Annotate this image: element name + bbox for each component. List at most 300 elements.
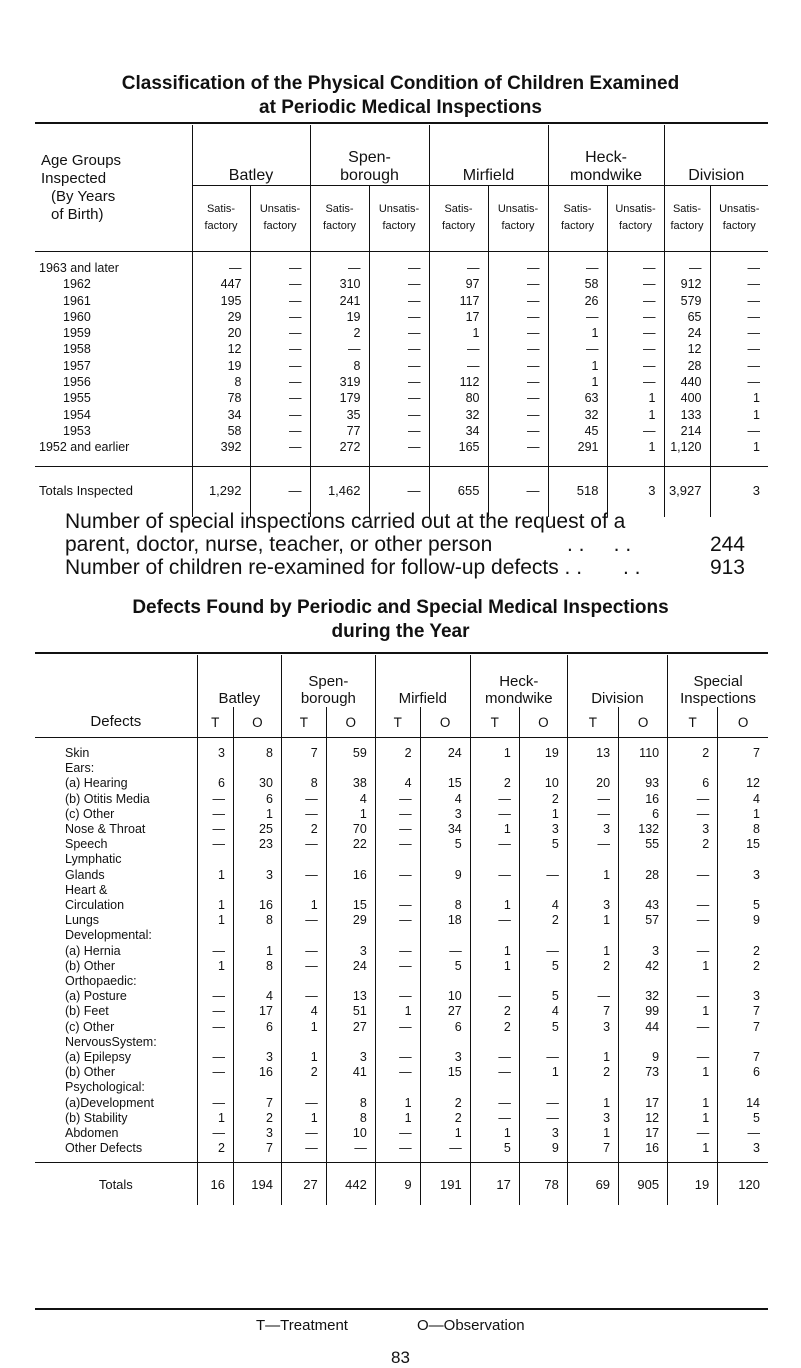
table-cell: 2 [281,822,326,837]
table-cell: 77 [310,423,369,439]
table-cell [470,852,519,867]
row-label: 1953 [63,423,91,438]
table-cell: 1 [470,1126,519,1141]
table-cell: — [369,390,429,406]
table-cell: — [488,423,548,439]
row-label: (a) Hernia [65,943,121,958]
table-cell [470,761,519,776]
table-cell: — [250,374,310,390]
table-cell: — [250,252,310,277]
table-cell: — [375,1050,420,1065]
observation-header: O [420,707,470,738]
table-cell: 1 [233,944,281,959]
group-label: Heck- mondwike [569,149,643,184]
table-cell: — [488,252,548,277]
treatment-header: T [470,707,519,738]
table-cell: — [310,341,369,357]
table-cell: 9 [718,913,768,928]
table-cell: — [369,407,429,423]
table-cell [420,852,470,867]
table-cell: — [369,439,429,466]
table-cell: 2 [668,837,718,852]
table-cell: — [369,341,429,357]
note-reexamined-dots: . . [623,556,641,579]
table-cell [420,1035,470,1050]
table-cell: 12 [718,776,768,791]
table-cell: — [375,944,420,959]
physical-condition-table [35,125,768,517]
table-cell: — [710,276,768,292]
table-row [35,989,768,1004]
table-cell: 1 [668,959,718,974]
table-cell [281,883,326,898]
totals-row [35,466,768,517]
table-cell [470,974,519,989]
note-reexamined [65,556,745,579]
table-cell: 7 [718,738,768,762]
table-cell [281,761,326,776]
table-cell: — [281,1126,326,1141]
table-cell: — [710,293,768,309]
table-cell: — [607,374,664,390]
table-cell: 3 [326,1050,375,1065]
defects-header [35,655,197,738]
table-cell [197,852,233,867]
total-cell: 1,462 [310,466,369,517]
table-cell: — [488,341,548,357]
table-cell: — [420,1141,470,1163]
table-cell: 1 [375,1096,420,1111]
table-row [35,374,768,390]
table-cell: 3 [718,868,768,883]
table-cell: 1 [567,913,618,928]
table-cell [718,761,768,776]
table-cell: 1 [233,807,281,822]
table-cell: 3 [567,1020,618,1035]
title-classification [0,72,801,120]
table-cell: 6 [420,1020,470,1035]
totals-label: Totals [35,1163,197,1206]
table-cell: 3 [233,868,281,883]
row-label: 1956 [63,375,91,390]
table-cell [668,1080,718,1095]
table-cell: 32 [619,989,668,1004]
table-cell: 8 [281,776,326,791]
table-cell: — [197,1065,233,1080]
table-cell: 97 [429,276,488,292]
table-cell: 5 [519,837,567,852]
table-cell: — [548,309,607,325]
table-cell: 2 [519,792,567,807]
table-cell [326,1035,375,1050]
table-cell: 18 [420,913,470,928]
table-cell: 1 [197,898,233,913]
table-cell: — [607,325,664,341]
table-cell: 8 [718,822,768,837]
table-cell: — [281,1141,326,1163]
table-cell: — [567,837,618,852]
table-cell: 10 [326,1126,375,1141]
table-cell [281,1035,326,1050]
table-cell: 27 [326,1020,375,1035]
table-cell: 7 [281,738,326,762]
table-cell: 8 [326,1111,375,1126]
table-cell: 4 [420,792,470,807]
table-cell: 291 [548,439,607,466]
table-cell: 3 [718,1141,768,1163]
group-label: Mirfield [462,167,515,184]
table-cell: 16 [619,792,668,807]
table-cell: — [470,1111,519,1126]
table-cell [519,974,567,989]
table-cell: 4 [519,1004,567,1019]
total-cell: 1,292 [192,466,250,517]
table-cell: — [281,792,326,807]
unsatisfactory-header [607,186,664,252]
table-cell: 310 [310,276,369,292]
age-groups-header [35,125,192,252]
table-cell: 1 [197,959,233,974]
table-cell: 34 [192,407,250,423]
table-cell: 17 [429,309,488,325]
table-cell [326,928,375,943]
table-row [35,276,768,292]
table-cell: — [197,822,233,837]
table-cell: — [710,325,768,341]
row-label: Lymphatic [65,852,122,867]
table-cell: — [567,792,618,807]
subheader-label: Satis- factory [204,202,238,232]
table-cell: 2 [420,1096,470,1111]
table-cell: — [369,325,429,341]
table-cell [281,928,326,943]
table-cell: — [197,792,233,807]
table-cell [619,852,668,867]
table-cell [567,852,618,867]
table-row [35,898,768,913]
table-cell: 57 [619,913,668,928]
subheader-label: Unsatis- factory [719,202,760,232]
table-cell [567,1080,618,1095]
row-label: 1963 and later [39,261,119,275]
table-cell: 63 [548,390,607,406]
table-cell: — [488,407,548,423]
row-label: Nose & Throat [65,822,146,837]
table-row [35,868,768,883]
table-cell: 5 [420,959,470,974]
table-cell: 1 [420,1126,470,1141]
table-cell: 179 [310,390,369,406]
table-cell: — [429,341,488,357]
table-cell: 58 [192,423,250,439]
total-cell: 442 [326,1163,375,1206]
table-cell: 9 [519,1141,567,1163]
table-cell: 17 [619,1096,668,1111]
treatment-header: T [567,707,618,738]
table-cell [233,1035,281,1050]
subheader-label: Unsatis- factory [378,202,420,232]
table-cell: — [192,252,250,277]
row-label: (c) Other [65,806,115,821]
table-cell [470,883,519,898]
table-row [35,407,768,423]
table-cell: 26 [548,293,607,309]
table-cell: 7 [233,1096,281,1111]
table-cell: 55 [619,837,668,852]
table-cell [718,928,768,943]
table-cell: — [519,1096,567,1111]
table-cell: — [488,358,548,374]
table-cell [470,1080,519,1095]
age-header-line2: Inspected [41,170,107,187]
row-label: NervousSystem: [65,1034,157,1049]
table-cell: — [710,252,768,277]
table-cell: 7 [718,1004,768,1019]
table-cell: — [668,792,718,807]
table-cell: — [197,1050,233,1065]
table-cell: 32 [548,407,607,423]
table-cell [420,761,470,776]
special-inspections-count: 244 [709,533,745,556]
table-cell: 241 [310,293,369,309]
table-cell: — [375,807,420,822]
total-cell: 655 [429,466,488,517]
table-cell: 2 [375,738,420,762]
note-reexamined-text: Number of children re-examined for follow-up defects . . [65,556,583,579]
table-cell: — [375,989,420,1004]
table-cell: 6 [197,776,233,791]
table-cell: 3 [420,1050,470,1065]
table-row [35,325,768,341]
table-cell: 5 [470,1141,519,1163]
table-cell: 1 [519,1065,567,1080]
table-cell: 3 [519,822,567,837]
table-cell: 1 [429,325,488,341]
row-label: (b) Feet [65,1004,109,1019]
row-label: Orthopaedic: [65,974,137,989]
table-cell: 4 [375,776,420,791]
table-cell: — [250,423,310,439]
row-label: Speech [65,837,108,852]
row-label: (b) Other [65,958,116,973]
subheader-label: Satis- factory [441,202,475,232]
table-cell: 1 [470,738,519,762]
group-header-batley [192,125,310,186]
note-special-dots: . . . . [567,533,632,556]
table-cell: 1 [668,1004,718,1019]
table-cell: — [375,1020,420,1035]
table-cell: 3 [326,944,375,959]
table-cell [668,928,718,943]
total-cell: 78 [519,1163,567,1206]
subheader-label: Unsatis- factory [259,202,301,232]
table-row [35,390,768,406]
table-cell: — [710,374,768,390]
table-cell: 117 [429,293,488,309]
table-cell: 8 [310,358,369,374]
group-header-spenborough [310,125,429,186]
table-cell: 8 [326,1096,375,1111]
table-cell [470,928,519,943]
table-cell: — [607,423,664,439]
table-cell: 15 [420,776,470,791]
table-cell: 99 [619,1004,668,1019]
table-cell: — [470,1065,519,1080]
row-label: (a) Posture [65,989,127,1004]
table-cell: — [197,944,233,959]
table-cell [519,1035,567,1050]
table-cell: 19 [192,358,250,374]
table-cell: 3 [519,1126,567,1141]
table-cell: — [375,837,420,852]
table-cell: — [197,1126,233,1141]
note-special-line1: Number of special inspections carried out at the request of a [65,510,626,533]
table-cell: — [519,1050,567,1065]
table-cell: 1,120 [664,439,710,466]
table-cell: 51 [326,1004,375,1019]
group-header-division [664,125,768,186]
table-cell: 1 [710,390,768,406]
row-label: (b) Otitis Media [65,791,150,806]
table-cell: 34 [429,423,488,439]
table-cell: 7 [718,1050,768,1065]
table-cell: 1 [607,390,664,406]
table-cell [233,883,281,898]
table-cell: — [607,252,664,277]
group2-header-spenborough [281,655,375,707]
table-cell: 8 [192,374,250,390]
table-cell [668,852,718,867]
satisfactory-header [310,186,369,252]
note-special-line2: parent, doctor, nurse, teacher, or other person [65,533,493,556]
row-label: (b) Other [65,1065,116,1080]
table-cell: — [197,989,233,1004]
row-label: (a)Development [65,1095,154,1110]
table-cell [197,761,233,776]
table-cell: — [375,1141,420,1163]
total-cell: 16 [197,1163,233,1206]
table-cell: 1 [281,1111,326,1126]
table-cell: — [567,807,618,822]
table-cell: — [281,868,326,883]
table-cell: — [668,944,718,959]
table-row [35,309,768,325]
table-cell: 2 [718,959,768,974]
table-cell: 440 [664,374,710,390]
table-cell: 16 [233,1065,281,1080]
table-cell: 24 [326,959,375,974]
total-cell: — [488,466,548,517]
table-cell: — [607,309,664,325]
table-cell: 2 [233,1111,281,1126]
table-cell: 3 [567,822,618,837]
table-row [35,1004,768,1019]
table-cell: 32 [429,407,488,423]
table-cell: — [326,1141,375,1163]
table-row [35,1050,768,1065]
row-label: Psychological: [65,1080,145,1095]
table-row [35,358,768,374]
table-cell [567,1035,618,1050]
table-cell: 44 [619,1020,668,1035]
table-row [35,822,768,837]
observation-header: O [619,707,668,738]
table-row [35,883,768,898]
table-cell: — [710,309,768,325]
table-cell: 28 [664,358,710,374]
table-row [35,837,768,852]
table-cell: 1 [607,439,664,466]
table-cell: — [488,325,548,341]
table-cell: — [488,374,548,390]
total-cell: 120 [718,1163,768,1206]
table-cell: — [668,1126,718,1141]
table-cell: — [470,913,519,928]
table-cell [375,1035,420,1050]
table-cell: — [710,341,768,357]
subheader-label: Satis- factory [670,202,704,232]
table-cell: 165 [429,439,488,466]
table-cell: — [375,1126,420,1141]
totals-row [35,1163,768,1206]
table-cell: — [488,390,548,406]
table-cell: — [250,276,310,292]
table-cell: — [369,309,429,325]
table-cell [519,883,567,898]
table-cell: 35 [310,407,369,423]
row-label: 1959 [63,326,91,341]
table-cell: 1 [326,807,375,822]
table-cell: — [668,989,718,1004]
table-cell: — [369,293,429,309]
table-cell: — [710,358,768,374]
title-classification-line2: at Periodic Medical Inspections [259,97,542,118]
table-cell [420,883,470,898]
table-cell: 24 [664,325,710,341]
table-cell: 15 [420,1065,470,1080]
table-cell: 112 [429,374,488,390]
group-header-mirfield [429,125,548,186]
table-cell: — [470,868,519,883]
table-cell: — [488,293,548,309]
table-cell: 2 [420,1111,470,1126]
table-cell: 65 [664,309,710,325]
table-cell: 2 [470,1004,519,1019]
total-cell: — [369,466,429,517]
table-cell: 1 [607,407,664,423]
table-cell [326,883,375,898]
table-cell: 2 [281,1065,326,1080]
table-cell: — [375,898,420,913]
table-cell: — [375,1065,420,1080]
group-label: Batley [228,167,274,184]
age-header-line1: Age Groups [41,152,122,169]
table-cell: — [369,276,429,292]
table-cell [567,883,618,898]
table-cell: 30 [233,776,281,791]
top-rule-table1 [35,122,768,124]
observation-header: O [519,707,567,738]
table-cell: 5 [718,898,768,913]
table-cell [233,761,281,776]
table-cell: 1 [710,439,768,466]
table-cell: 17 [619,1126,668,1141]
table-cell: 4 [519,898,567,913]
subheader-label: Satis- factory [322,202,356,232]
table-cell: 29 [192,309,250,325]
table-cell: 1 [281,1020,326,1035]
group2-header-division [567,655,667,707]
